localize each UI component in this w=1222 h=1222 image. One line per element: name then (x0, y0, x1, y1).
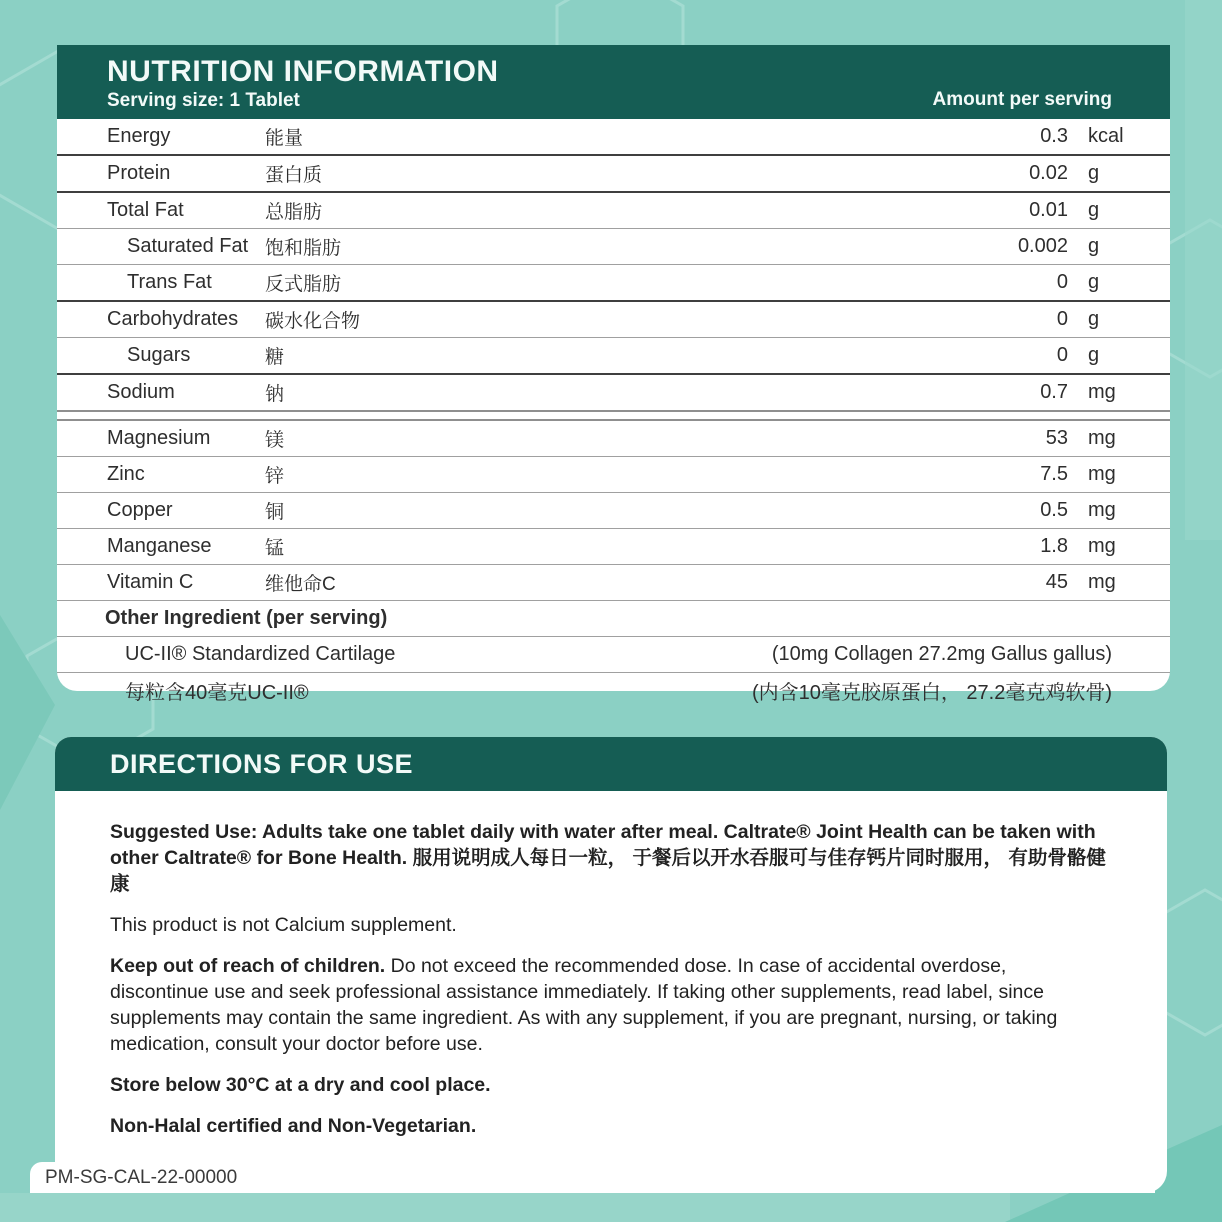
directions-title: DIRECTIONS FOR USE (110, 749, 414, 779)
nutrient-value: 7.5 (1040, 463, 1068, 485)
not-calcium-text: This product is not Calcium supplement. (110, 914, 457, 936)
product-code: PM-SG-CAL-22-00000 (45, 1166, 238, 1188)
table-row-manganese (57, 529, 1170, 565)
nutrient-name-en: Magnesium (107, 427, 211, 449)
nutrient-name-en: Sodium (107, 381, 175, 403)
nutrient-name-cn: 锰 (265, 538, 285, 559)
nutrient-name-en: Energy (107, 125, 171, 147)
keep-out-rest: Do not exceed the recommended dose. In case of accidental overdose, discontinue use and seek professional assistance immediately. If taking other supplements, read label, since supplements may contain the same ingredient. As with any supplement, if you are pregnant, nursing, or taking medication, consult your doctor before use. (110, 955, 1058, 1055)
table-row-sugars (57, 338, 1170, 375)
background-bottom-band (0, 1193, 1010, 1222)
group-divider (57, 410, 1170, 421)
directions-body (55, 791, 1167, 1139)
nutrient-value: 0.02 (1029, 162, 1068, 184)
other-ingredient-heading (57, 601, 1170, 637)
nutrient-unit: g (1088, 235, 1100, 257)
nutrient-name-en: Manganese (107, 535, 212, 557)
serving-size-label: Serving size: 1 Tablet (107, 90, 300, 111)
nutrient-unit: g (1088, 271, 1100, 293)
nutrient-name-en: Sugars (127, 344, 191, 366)
nutrient-name-cn: 能量 (265, 128, 304, 149)
suggested-use-text: Suggested Use: Adults take one tablet daily with water after meal. Caltrate® Joint Health can be taken with other Caltrate® for Bone Health. 服用说明成人每日一粒， 于餐后以开水吞服可与佳存钙片同时服用， 有助骨骼健康 (110, 821, 1106, 895)
amount-per-serving-label: Amount per serving (932, 89, 1112, 110)
nutrient-unit: g (1088, 308, 1100, 330)
nutrient-name-cn: 饱和脂肪 (265, 238, 342, 259)
nutrient-name-en: Saturated Fat (127, 235, 249, 257)
nutrition-title: NUTRITION INFORMATION (107, 55, 499, 88)
nutrient-value: 0 (1056, 344, 1068, 366)
nutrient-name-en: Protein (107, 162, 171, 184)
nutrient-unit: mg (1088, 535, 1116, 557)
nutrient-unit: g (1088, 344, 1100, 366)
table-row-vitamin-c (57, 565, 1170, 601)
halal-text: Non-Halal certified and Non-Vegetarian. (110, 1115, 477, 1137)
ingredient-name: 每粒含40毫克UC-II® (125, 682, 309, 704)
background-accent-right-strip (1185, 0, 1222, 540)
directions-header (55, 737, 1167, 791)
keep-out-lead: Keep out of reach of children. (110, 955, 386, 977)
nutrient-name-cn: 钠 (265, 384, 285, 405)
table-row-ucii-cn (57, 673, 1170, 708)
nutrient-value: 0.7 (1040, 381, 1068, 403)
nutrient-unit: kcal (1088, 125, 1124, 147)
nutrient-unit: mg (1088, 571, 1116, 593)
nutrient-unit: mg (1088, 427, 1116, 449)
table-row-energy (57, 119, 1170, 156)
nutrient-unit: mg (1088, 381, 1116, 403)
table-row-carbohydrates (57, 302, 1170, 338)
nutrient-name-cn: 碳水化合物 (265, 311, 361, 332)
table-row-saturated-fat (57, 229, 1170, 265)
nutrient-value: 0 (1056, 308, 1068, 330)
nutrient-unit: mg (1088, 499, 1116, 521)
table-row-magnesium (57, 421, 1170, 457)
footer-strip (30, 1162, 1155, 1193)
nutrient-name-en: Total Fat (107, 199, 184, 221)
nutrient-value: 0.3 (1040, 125, 1068, 147)
table-row-ucii-en (57, 637, 1170, 673)
ingredient-detail: (内含10毫克胶原蛋白， 27.2毫克鸡软骨) (751, 682, 1112, 704)
keep-out-text (110, 953, 1107, 1057)
nutrient-unit: g (1088, 162, 1100, 184)
nutrient-name-en: Zinc (107, 463, 145, 485)
table-row-protein (57, 156, 1170, 193)
table-row-copper (57, 493, 1170, 529)
nutrient-name-en: Copper (107, 499, 173, 521)
nutrient-name-cn: 糖 (265, 347, 285, 368)
nutrient-unit: mg (1088, 463, 1116, 485)
table-row-trans-fat (57, 265, 1170, 302)
nutrient-value: 53 (1045, 427, 1068, 449)
directions-for-use-panel (55, 737, 1167, 1193)
nutrient-value: 0.01 (1029, 199, 1068, 221)
storage-text: Store below 30°C at a dry and cool place. (110, 1074, 491, 1096)
nutrient-name-cn: 反式脂肪 (265, 274, 342, 295)
nutrient-name-cn: 锌 (265, 466, 285, 487)
nutrient-name-en: Vitamin C (107, 571, 194, 593)
nutrition-header (57, 45, 1170, 119)
nutrient-name-en: Carbohydrates (107, 308, 239, 330)
nutrient-name-en: Trans Fat (127, 271, 212, 293)
nutrient-value: 0.002 (1017, 235, 1068, 257)
table-row-sodium (57, 375, 1170, 410)
nutrient-value: 1.8 (1040, 535, 1068, 557)
other-ingredient-heading-label: Other Ingredient (per serving) (105, 607, 388, 629)
nutrient-name-cn: 维他命C (265, 574, 336, 595)
nutrient-value: 45 (1045, 571, 1068, 593)
nutrient-name-cn: 蛋白质 (265, 165, 323, 186)
nutrition-information-panel (57, 45, 1170, 704)
nutrient-name-cn: 镁 (265, 430, 285, 451)
ingredient-detail: (10mg Collagen 27.2mg Gallus gallus) (771, 643, 1112, 665)
nutrient-name-cn: 铜 (265, 502, 285, 523)
nutrient-value: 0 (1056, 271, 1068, 293)
nutrient-name-cn: 总脂肪 (265, 202, 323, 223)
table-row-total-fat (57, 193, 1170, 229)
table-row-zinc (57, 457, 1170, 493)
nutrient-value: 0.5 (1040, 499, 1068, 521)
nutrient-unit: g (1088, 199, 1100, 221)
ingredient-name: UC-II® Standardized Cartilage (125, 643, 396, 665)
